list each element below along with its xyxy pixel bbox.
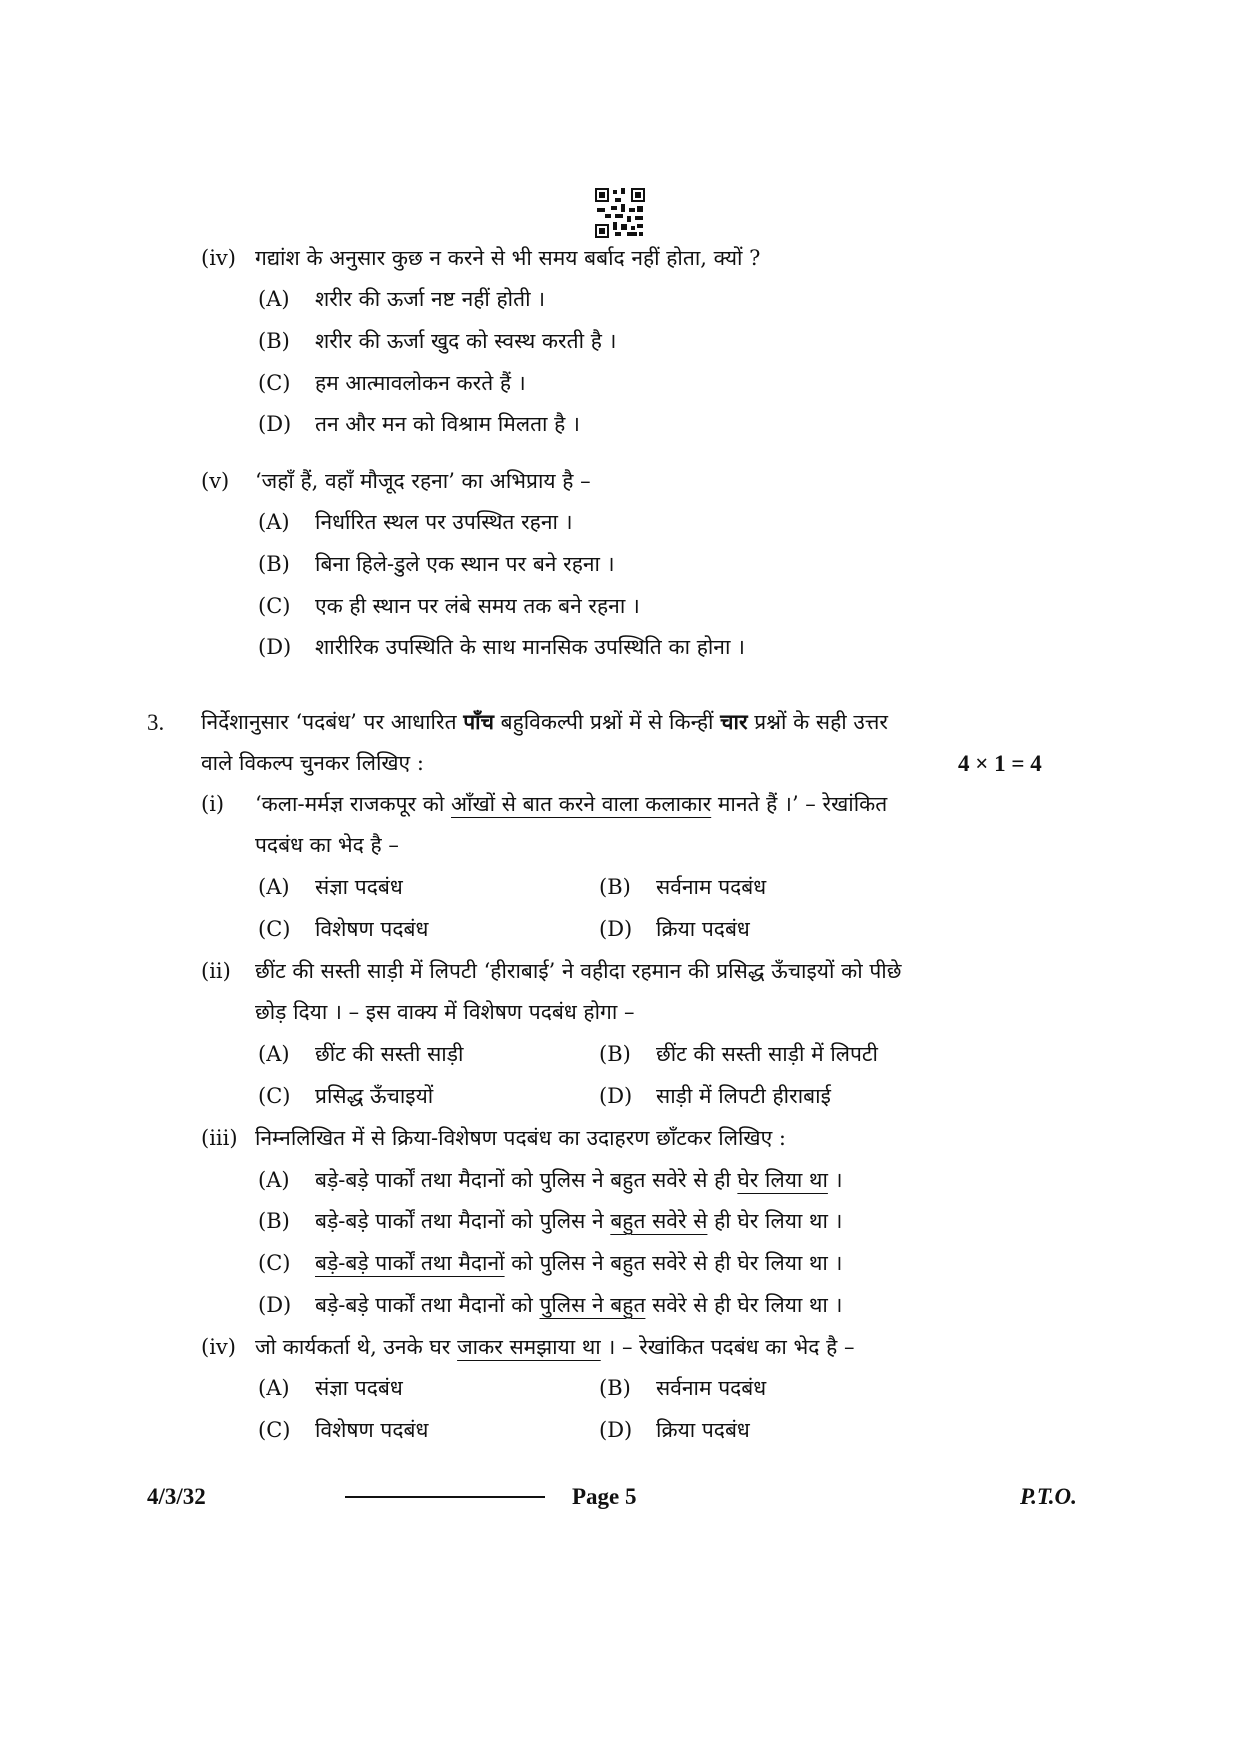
option-label: (D)	[258, 412, 292, 436]
option-text: तन और मन को विश्राम मिलता है ।	[315, 412, 580, 436]
question-stem: जो कार्यकर्ता थे, उनके घर जाकर समझाया था । – रेखांकित पदबंध का भेद है –	[255, 1335, 855, 1359]
option-label: (B)	[258, 329, 290, 353]
option-text: शारीरिक उपस्थिति के साथ मानसिक उपस्थिति का होना ।	[315, 635, 746, 659]
question-stem-line2: छोड़ दिया । – इस वाक्य में विशेषण पदबंध होगा –	[255, 1000, 635, 1024]
option-text: संज्ञा पदबंध	[315, 1376, 403, 1400]
option-label: (D)	[258, 635, 292, 659]
option-label: (C)	[258, 917, 291, 941]
underlined-phrase: आँखों से बात करने वाला कलाकार	[451, 792, 712, 816]
marks: 4 × 1 = 4	[958, 751, 1042, 776]
underlined-phrase: पुलिस ने बहुत	[539, 1293, 646, 1317]
option-text: बड़े-बड़े पार्कों तथा मैदानों को पुलिस ने बहुत सवेरे से ही घेर लिया था ।	[315, 1168, 843, 1192]
question-number: (iii)	[201, 1126, 238, 1150]
option-text: सर्वनाम पदबंध	[656, 1376, 767, 1400]
option-text: बिना हिले-डुले एक स्थान पर बने रहना ।	[315, 552, 615, 576]
option-text: शरीर की ऊर्जा खुद को स्वस्थ करती है ।	[315, 329, 617, 353]
question-stem: निम्नलिखित में से क्रिया-विशेषण पदबंध का उदाहरण छाँटकर लिखिए :	[255, 1126, 786, 1150]
option-text: क्रिया पदबंध	[656, 917, 750, 941]
option-text: विशेषण पदबंध	[315, 917, 429, 941]
question-stem: गद्यांश के अनुसार कुछ न करने से भी समय बर्बाद नहीं होता, क्यों ?	[255, 246, 761, 270]
option-label: (A)	[258, 1042, 290, 1066]
option-text: संज्ञा पदबंध	[315, 875, 403, 899]
option-text: विशेषण पदबंध	[315, 1418, 429, 1442]
option-text: छींट की सस्ती साड़ी में लिपटी	[656, 1042, 878, 1066]
option-label: (D)	[599, 1084, 633, 1108]
option-label: (B)	[599, 1042, 631, 1066]
option-text: साड़ी में लिपटी हीराबाई	[656, 1084, 831, 1108]
question-number: (iv)	[201, 246, 236, 270]
option-text: बड़े-बड़े पार्कों तथा मैदानों को पुलिस ने बहुत सवेरे से ही घेर लिया था ।	[315, 1251, 843, 1275]
option-label: (D)	[599, 917, 633, 941]
qr-code	[595, 188, 645, 238]
question-stem: छींट की सस्ती साड़ी में लिपटी ‘हीराबाई’ ने वहीदा रहमान की प्रसिद्ध ऊँचाइयों को पीछे	[255, 959, 902, 983]
option-label: (B)	[258, 1209, 290, 1233]
option-text: क्रिया पदबंध	[656, 1418, 750, 1442]
underlined-phrase: घेर लिया था	[737, 1168, 828, 1192]
underlined-phrase: बहुत सवेरे से	[610, 1209, 708, 1233]
option-label: (D)	[258, 1293, 292, 1317]
pto-label: P.T.O.	[1020, 1484, 1077, 1509]
option-label: (C)	[258, 1251, 291, 1275]
question-stem: ‘कला-मर्मज्ञ राजकपूर को आँखों से बात करने वाला कलाकार मानते हैं ।’ – रेखांकित	[255, 792, 888, 816]
question-stem: ‘जहाँ हैं, वहाँ मौजूद रहना’ का अभिप्राय है –	[255, 469, 591, 493]
option-label: (B)	[599, 1376, 631, 1400]
paper-code: 4/3/32	[147, 1484, 206, 1509]
question-number: 3.	[147, 710, 165, 735]
option-text: बड़े-बड़े पार्कों तथा मैदानों को पुलिस ने बहुत सवेरे से ही घेर लिया था ।	[315, 1209, 843, 1233]
question-instruction-line2: वाले विकल्प चुनकर लिखिए :	[201, 751, 424, 775]
option-text: हम आत्मावलोकन करते हैं ।	[315, 371, 526, 395]
option-label: (A)	[258, 875, 290, 899]
option-label: (C)	[258, 594, 291, 618]
option-text: छींट की सस्ती साड़ी	[315, 1042, 464, 1066]
option-text: निर्धारित स्थल पर उपस्थित रहना ।	[315, 510, 573, 534]
option-text: शरीर की ऊर्जा नष्ट नहीं होती ।	[315, 287, 546, 311]
underlined-phrase: बड़े-बड़े पार्कों तथा मैदानों	[315, 1251, 505, 1275]
question-stem-line2: पदबंध का भेद है –	[255, 833, 399, 857]
option-label: (A)	[258, 510, 290, 534]
question-number: (i)	[201, 792, 225, 816]
option-label: (A)	[258, 287, 290, 311]
option-text: एक ही स्थान पर लंबे समय तक बने रहना ।	[315, 594, 640, 618]
option-label: (B)	[258, 552, 290, 576]
option-label: (B)	[599, 875, 631, 899]
question-number: (ii)	[201, 959, 231, 983]
option-label: (A)	[258, 1376, 290, 1400]
page-number: Page 5	[572, 1484, 637, 1509]
option-text: प्रसिद्ध ऊँचाइयों	[315, 1084, 434, 1108]
question-number: (iv)	[201, 1335, 236, 1359]
option-label: (D)	[599, 1418, 633, 1442]
option-label: (C)	[258, 1418, 291, 1442]
option-label: (A)	[258, 1168, 290, 1192]
option-label: (C)	[258, 1084, 291, 1108]
question-instruction: निर्देशानुसार ‘पदबंध’ पर आधारित पाँच बहुविकल्पी प्रश्नों में से किन्हीं चार प्रश्नों के सही उत्तर	[201, 709, 889, 734]
option-text: सर्वनाम पदबंध	[656, 875, 767, 899]
option-label: (C)	[258, 371, 291, 395]
question-number: (v)	[201, 469, 230, 493]
footer-rule	[345, 1496, 545, 1498]
underlined-phrase: जाकर समझाया था	[457, 1335, 601, 1359]
option-text: बड़े-बड़े पार्कों तथा मैदानों को पुलिस ने बहुत सवेरे से ही घेर लिया था ।	[315, 1293, 843, 1317]
